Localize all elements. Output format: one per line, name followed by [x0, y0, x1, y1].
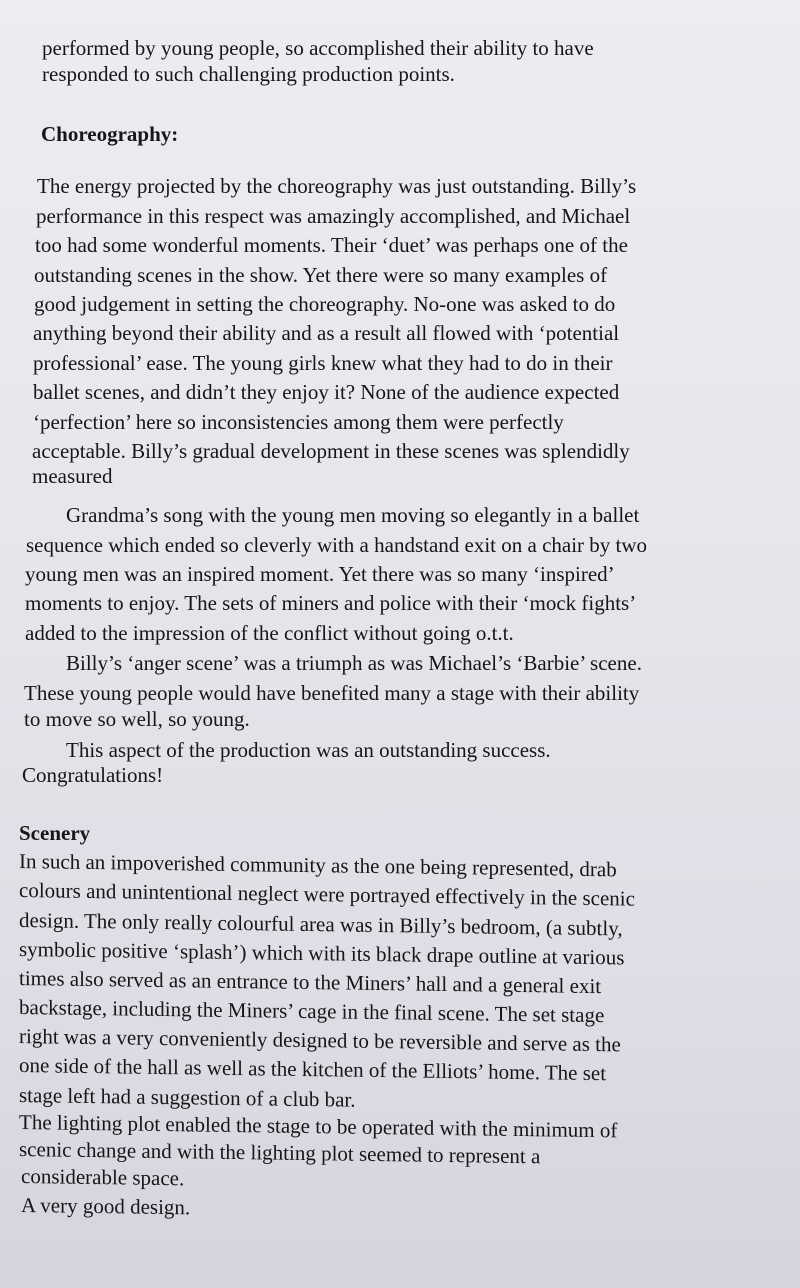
choreography-line: ‘perfection’ here so inconsistencies among them were perfectly [33, 410, 564, 434]
intro-line: performed by young people, so accomplished their ability to have [42, 36, 594, 60]
scenery-line: symbolic positive ‘splash’) which with its black drape outline at various [19, 937, 625, 970]
scenery-line: right was a very conveniently designed to be reversible and serve as the [19, 1024, 621, 1057]
scenery-line: scenic change and with the lighting plot seemed to represent a [19, 1137, 541, 1169]
scenery-heading: Scenery [19, 821, 91, 845]
choreography-line: professional’ ease. The young girls knew what they had to do in their [33, 351, 613, 375]
choreography-line: performance in this respect was amazingly accomplished, and Michael [36, 204, 631, 228]
choreography-line: ballet scenes, and didn’t they enjoy it? None of the audience expected [33, 380, 620, 404]
choreography-line: Congratulations! [22, 763, 164, 787]
choreography-line: outstanding scenes in the show. Yet there were so many examples of [34, 263, 608, 287]
scenery-line: backstage, including the Miners’ cage in the final scene. The set stage [19, 995, 605, 1028]
scenery-line: stage left had a suggestion of a club bar. [19, 1083, 356, 1112]
choreography-line: sequence which ended so cleverly with a handstand exit on a chair by two [26, 533, 648, 557]
scenery-line: design. The only really colourful area was in Billy’s bedroom, (a subtly, [19, 908, 623, 941]
scenery-line: The lighting plot enabled the stage to be operated with the minimum of [19, 1110, 618, 1143]
choreography-line: Grandma’s song with the young men moving so elegantly in a ballet [66, 503, 640, 527]
choreography-line: acceptable. Billy’s gradual development in these scenes was splendidly [32, 439, 630, 463]
intro-line: responded to such challenging production points. [42, 62, 455, 86]
choreography-line: measured [32, 464, 113, 488]
scenery-line: times also served as an entrance to the Miners’ hall and a general exit [19, 966, 602, 999]
choreography-line: This aspect of the production was an outstanding success. [66, 738, 551, 762]
choreography-line: good judgement in setting the choreography. No-one was asked to do [34, 292, 616, 316]
scenery-line: considerable space. [21, 1164, 185, 1191]
scenery-line: colours and unintentional neglect were portrayed effectively in the scenic [19, 878, 635, 911]
choreography-line: added to the impression of the conflict without going o.t.t. [25, 621, 514, 645]
choreography-line: These young people would have benefited many a stage with their ability [24, 681, 640, 705]
choreography-line: too had some wonderful moments. Their ‘duet’ was perhaps one of the [35, 233, 628, 257]
scenery-line: one side of the hall as well as the kitchen of the Elliots’ home. The set [19, 1053, 607, 1086]
choreography-line: young men was an inspired moment. Yet there was so many ‘inspired’ [25, 562, 615, 586]
choreography-line: to move so well, so young. [24, 707, 250, 731]
choreography-line: moments to enjoy. The sets of miners and police with their ‘mock fights’ [25, 591, 637, 615]
choreography-line: anything beyond their ability and as a result all flowed with ‘potential [33, 321, 620, 345]
choreography-line: The energy projected by the choreography was just outstanding. Billy’s [37, 174, 637, 198]
choreography-heading: Choreography: [41, 122, 179, 146]
choreography-line: Billy’s ‘anger scene’ was a triumph as was Michael’s ‘Barbie’ scene. [66, 651, 642, 675]
scenery-line: A very good design. [21, 1193, 191, 1220]
scenery-line: In such an impoverished community as the one being represented, drab [19, 849, 617, 882]
